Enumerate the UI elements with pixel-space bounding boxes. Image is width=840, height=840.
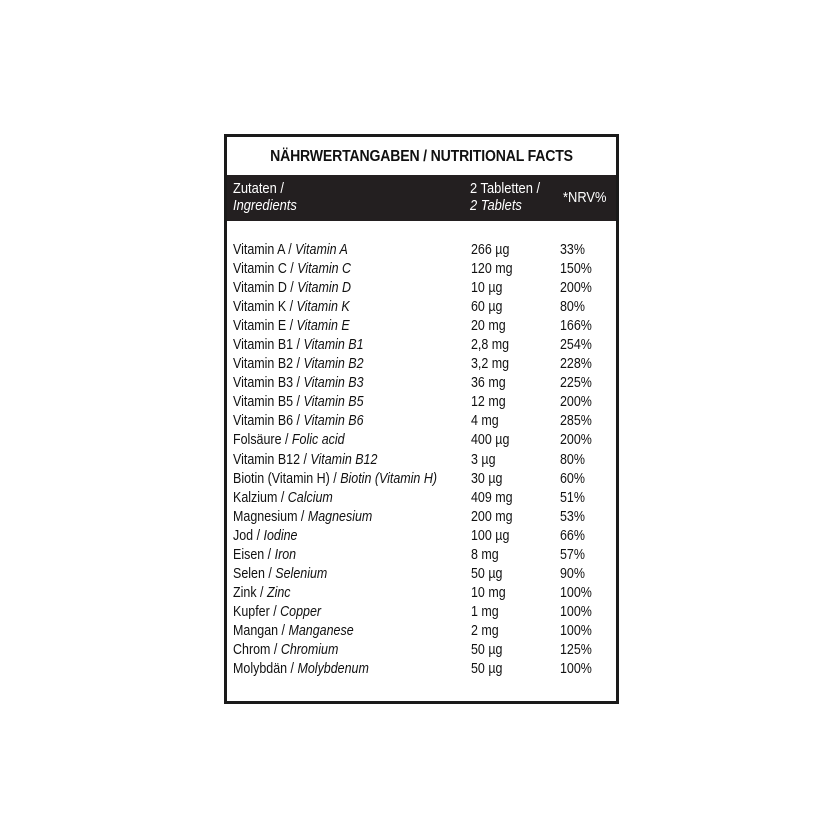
nutrient-name-de: Vitamin B6: [233, 413, 294, 430]
nutrient-name-en: Folic acid: [291, 432, 345, 449]
name-separator: /: [329, 470, 341, 487]
table-row: [233, 470, 610, 489]
table-row: [233, 336, 610, 355]
table-row: [233, 527, 610, 546]
name-separator: /: [278, 622, 289, 639]
name-separator: /: [293, 337, 304, 354]
nutrient-name-en: Vitamin B12: [310, 451, 378, 468]
nutrient-name-de: Eisen: [233, 546, 265, 563]
nutrient-name-en: Iodine: [263, 527, 298, 544]
nutrient-amount: 200 mg: [471, 508, 513, 525]
header-ingredients-en: Ingredients: [233, 197, 297, 214]
nutrient-name-de: Mangan: [233, 622, 279, 639]
nutrient-name-de: Kupfer: [233, 603, 270, 620]
nutrient-name-de: Biotin (Vitamin H): [233, 470, 330, 487]
nutrient-name: [233, 565, 327, 584]
name-separator: /: [286, 261, 298, 278]
nutrient-amount: 20 mg: [471, 318, 506, 335]
nutrient-name-de: Zink: [233, 584, 257, 601]
nutrient-name-en: Selenium: [275, 565, 328, 582]
nutrient-name-de: Selen: [233, 565, 265, 582]
nutrient-name-en: Biotin (Vitamin H): [340, 470, 437, 487]
nutrient-nrv: 150%: [560, 261, 592, 278]
table-row: [233, 431, 610, 450]
nutrient-name: [233, 355, 364, 374]
nutrient-name: [233, 279, 351, 298]
nutrient-nrv: 254%: [560, 337, 592, 354]
nutrient-name-en: Calcium: [287, 489, 333, 506]
nutrient-name: [233, 546, 296, 565]
nutrient-nrv: 100%: [560, 603, 592, 620]
nutrient-name: [233, 622, 354, 641]
table-row: [233, 622, 610, 641]
nutrient-amount: 120 mg: [471, 261, 513, 278]
nutrient-nrv: 90%: [560, 565, 585, 582]
nutrient-amount: 50 µg: [471, 641, 503, 658]
nutrient-name: [233, 584, 291, 603]
nutrient-amount: 50 µg: [471, 565, 503, 582]
nutrient-name: [233, 641, 338, 660]
nutrient-name-de: Vitamin K: [233, 299, 287, 316]
nutrient-name: [233, 660, 369, 679]
nutrient-amount: 4 mg: [471, 413, 499, 430]
nutrient-name-en: Manganese: [288, 622, 354, 639]
nutrient-nrv: 51%: [560, 489, 585, 506]
nutrient-nrv: 33%: [560, 242, 585, 258]
nutrient-amount: 36 mg: [471, 375, 506, 392]
nutrient-name-de: Folsäure: [233, 432, 282, 449]
nutrient-name-de: Vitamin A: [233, 242, 285, 258]
nutrient-amount: 10 µg: [471, 280, 503, 297]
nutrient-name-en: Vitamin E: [296, 318, 350, 335]
nutrient-nrv: 80%: [560, 451, 585, 468]
table-row: [233, 451, 610, 470]
nutrient-name-de: Kalzium: [233, 489, 278, 506]
nutrient-name-de: Chrom: [233, 641, 271, 658]
nutrition-facts-label: [224, 134, 619, 704]
nutrient-name: [233, 508, 372, 527]
nutrient-name-en: Iron: [274, 546, 297, 563]
nutrient-nrv: 60%: [560, 470, 585, 487]
nutrient-name-de: Vitamin B5: [233, 394, 294, 411]
table-row: [233, 546, 610, 565]
nutrient-name-en: Vitamin B6: [303, 413, 364, 430]
nutrient-amount: 1 mg: [471, 603, 499, 620]
nutrient-nrv: 80%: [560, 299, 585, 316]
nutrient-amount: 400 µg: [471, 432, 510, 449]
header-nrv-label: *NRV%: [563, 189, 607, 206]
name-separator: /: [281, 432, 292, 449]
nutrient-amount: 30 µg: [471, 470, 503, 487]
table-row: [233, 508, 610, 527]
nutrient-name-de: Vitamin D: [233, 280, 287, 297]
nutrient-name: [233, 317, 350, 336]
table-row: [233, 412, 610, 431]
nutrient-name: [233, 260, 351, 279]
table-row: [233, 660, 610, 679]
name-separator: /: [297, 508, 308, 525]
nutrient-name-en: Molybdenum: [297, 661, 369, 678]
table-header: [227, 175, 616, 221]
nutrient-nrv: 100%: [560, 584, 592, 601]
nutrient-name-en: Vitamin C: [297, 261, 352, 278]
name-separator: /: [300, 451, 311, 468]
nutrient-name-de: Molybdän: [233, 661, 288, 678]
nutrient-amount: 3 µg: [471, 451, 496, 468]
nutrient-name: [233, 241, 348, 260]
label-title: NÄHRWERTANGABEN / NUTRITIONAL FACTS: [270, 148, 573, 165]
name-separator: /: [293, 413, 304, 430]
nutrient-amount: 50 µg: [471, 661, 503, 678]
nutrient-name-en: Vitamin K: [296, 299, 350, 316]
nutrient-name: [233, 603, 321, 622]
nutrient-name: [233, 412, 364, 431]
table-row: [233, 641, 610, 660]
nutrient-name-en: Vitamin B1: [303, 337, 364, 354]
table-row: [233, 279, 610, 298]
nutrient-name: [233, 393, 364, 412]
table-row: [233, 565, 610, 584]
nutrient-nrv: 285%: [560, 413, 592, 430]
nutrient-nrv: 125%: [560, 641, 592, 658]
name-separator: /: [287, 661, 298, 678]
nutrient-amount: 2,8 mg: [471, 337, 510, 354]
nutrient-name-de: Vitamin B3: [233, 375, 294, 392]
header-amount-en: 2 Tablets: [470, 197, 522, 214]
table-row: [233, 298, 610, 317]
nutrient-nrv: 200%: [560, 280, 592, 297]
table-row: [233, 489, 610, 508]
nutrient-name-en: Copper: [280, 603, 322, 620]
nutrient-nrv: 57%: [560, 546, 585, 563]
table-row: [233, 241, 610, 260]
header-nrv: [563, 189, 614, 206]
nutrient-name-en: Vitamin D: [297, 280, 352, 297]
nutrient-amount: 100 µg: [471, 527, 510, 544]
header-amount: [470, 180, 551, 214]
name-separator: /: [286, 280, 298, 297]
nutrient-name-de: Vitamin C: [233, 261, 287, 278]
name-separator: /: [293, 375, 304, 392]
nutrient-amount: 3,2 mg: [471, 356, 510, 373]
nutrient-amount: 266 µg: [471, 242, 510, 258]
table-row: [233, 260, 610, 279]
nutrient-name: [233, 489, 333, 508]
name-separator: /: [253, 527, 264, 544]
nutrient-name-en: Zinc: [266, 584, 291, 601]
nutrient-nrv: 228%: [560, 356, 592, 373]
nutrient-name: [233, 336, 364, 355]
nutrient-rows: [233, 241, 610, 679]
name-separator: /: [270, 641, 281, 658]
nutrient-name-en: Vitamin A: [295, 242, 348, 258]
nutrient-amount: 10 mg: [471, 584, 506, 601]
table-row: [233, 374, 610, 393]
nutrient-name-de: Jod: [233, 527, 254, 544]
nutrient-nrv: 100%: [560, 661, 592, 678]
name-separator: /: [286, 299, 297, 316]
nutrient-amount: 409 mg: [471, 489, 513, 506]
table-row: [233, 584, 610, 603]
nutrient-name: [233, 298, 350, 317]
nutrient-nrv: 53%: [560, 508, 585, 525]
nutrient-amount: 8 mg: [471, 546, 499, 563]
table-row: [233, 355, 610, 374]
nutrient-nrv: 166%: [560, 318, 592, 335]
nutrient-amount: 60 µg: [471, 299, 503, 316]
name-separator: /: [256, 584, 267, 601]
nutrient-name-de: Vitamin B2: [233, 356, 294, 373]
header-ingredients-de: Zutaten /: [233, 180, 284, 197]
nutrient-name: [233, 374, 364, 393]
name-separator: /: [269, 603, 281, 620]
nutrient-name-de: Vitamin B1: [233, 337, 294, 354]
nutrient-name-en: Vitamin B2: [303, 356, 364, 373]
nutrient-name: [233, 431, 345, 450]
nutrient-amount: 12 mg: [471, 394, 506, 411]
nutrient-amount: 2 mg: [471, 622, 499, 639]
nutrient-name: [233, 451, 377, 470]
nutrient-name-de: Vitamin E: [233, 318, 287, 335]
nutrient-nrv: 225%: [560, 375, 592, 392]
nutrient-name-de: Vitamin B12: [233, 451, 301, 468]
nutrient-name-de: Magnesium: [233, 508, 298, 525]
header-amount-de: 2 Tabletten /: [470, 180, 541, 197]
nutrient-nrv: 100%: [560, 622, 592, 639]
table-row: [233, 603, 610, 622]
nutrient-name: [233, 470, 437, 489]
nutrient-name-en: Vitamin B3: [303, 375, 364, 392]
name-separator: /: [264, 546, 275, 563]
table-row: [233, 317, 610, 336]
nutrient-name-en: Vitamin B5: [303, 394, 364, 411]
name-separator: /: [264, 565, 276, 582]
nutrient-nrv: 66%: [560, 527, 585, 544]
nutrient-nrv: 200%: [560, 432, 592, 449]
name-separator: /: [293, 394, 304, 411]
nutrient-name-en: Magnesium: [307, 508, 373, 525]
name-separator: /: [284, 242, 296, 258]
header-ingredients: [233, 180, 307, 214]
nutrient-nrv: 200%: [560, 394, 592, 411]
name-separator: /: [286, 318, 297, 335]
name-separator: /: [293, 356, 304, 373]
nutrient-name-en: Chromium: [280, 641, 339, 658]
name-separator: /: [277, 489, 288, 506]
table-row: [233, 393, 610, 412]
nutrient-name: [233, 527, 298, 546]
